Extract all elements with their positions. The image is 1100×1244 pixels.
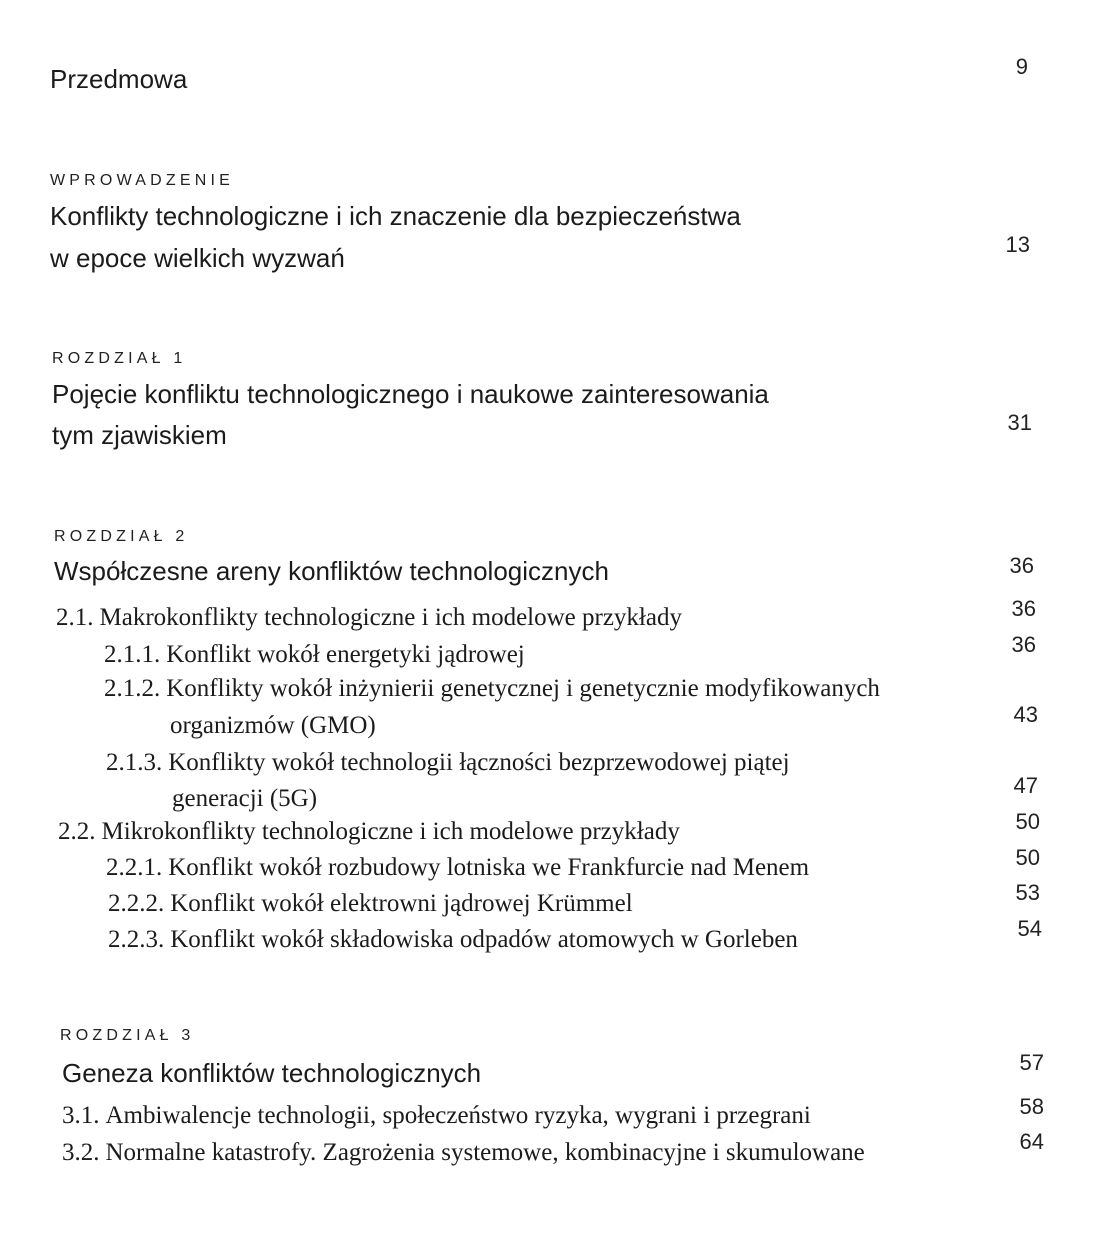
- toc-entry-2-2-2: [108, 886, 633, 922]
- toc-entry-2-2-3: [108, 922, 798, 958]
- intro-label: WPROWADZENIE: [50, 172, 235, 189]
- entry-number: 2.2.2.: [108, 890, 165, 917]
- entry-number: 2.2.3.: [108, 926, 165, 953]
- entry-3-2-page-number: 64: [1019, 1129, 1044, 1154]
- entry-text: Konflikty wokół technologii łączności bezprzewodowej piątej: [168, 749, 790, 776]
- toc-entry-2-1-1: [104, 637, 525, 673]
- entry-2-1-page-number: 36: [1011, 596, 1036, 621]
- intro-title-line1: Konflikty technologiczne i ich znaczenie dla bezpieczeństwa: [50, 201, 741, 231]
- entry-text: Makrokonflikty technologiczne i ich modelowe przykłady: [99, 604, 682, 631]
- intro-title-line2: w epoce wielkich wyzwań: [50, 243, 345, 273]
- entry-2-2-2-page-number: 53: [1015, 880, 1040, 905]
- chapter3-page-number: 57: [1019, 1050, 1044, 1075]
- toc-entry-2-1-2: [104, 671, 880, 707]
- toc-entry-2-2: [58, 814, 680, 850]
- toc-entry-3-1: [62, 1098, 811, 1134]
- entry-2-2-page-number: 50: [1015, 809, 1040, 834]
- preface-title: Przedmowa: [50, 64, 188, 94]
- chapter2-label: ROZDZIAŁ 2: [54, 528, 189, 545]
- chapter3-label: ROZDZIAŁ 3: [60, 1027, 195, 1044]
- entry-number: 2.2.: [58, 818, 96, 845]
- toc-entry-2-2-1: [106, 850, 809, 886]
- entry-text: Mikrokonflikty technologiczne i ich modelowe przykłady: [101, 818, 680, 845]
- entry-text: Normalne katastrofy. Zagrożenia systemowe, kombinacyjne i skumulowane: [105, 1139, 865, 1166]
- toc-entry-2-1-3: [106, 745, 790, 781]
- chapter2-title: Współczesne areny konfliktów technologicznych: [54, 556, 609, 586]
- entry-text: Konflikty wokół inżynierii genetycznej i genetycznie modyfikowanych: [166, 675, 880, 702]
- entry-text: Ambiwalencje technologii, społeczeństwo ryzyka, wygrani i przegrani: [105, 1102, 811, 1129]
- chapter3-title: Geneza konfliktów technologicznych: [62, 1058, 482, 1088]
- toc-entry-3-2: [62, 1135, 865, 1171]
- entry-number: 2.1.1.: [104, 641, 161, 668]
- entry-2-1-1-page-number: 36: [1011, 632, 1036, 657]
- chapter1-title-line2: tym zjawiskiem: [52, 420, 227, 450]
- entry-2-2-3-page-number: 54: [1017, 916, 1042, 941]
- entry-3-1-page-number: 58: [1019, 1094, 1044, 1119]
- entry-text: Konflikt wokół energetyki jądrowej: [166, 641, 525, 668]
- entry-text: Konflikt wokół elektrowni jądrowej Krümmel: [170, 890, 633, 917]
- entry-text: Konflikt wokół rozbudowy lotniska we Frankfurcie nad Menem: [168, 854, 810, 881]
- chapter1-title-line1: Pojęcie konfliktu technologicznego i naukowe zainteresowania: [52, 379, 769, 409]
- entry-number: 2.1.2.: [104, 675, 161, 702]
- entry-number: 3.1.: [62, 1102, 100, 1129]
- entry-2-2-1-page-number: 50: [1015, 845, 1040, 870]
- chapter1-page-number: 31: [1007, 410, 1032, 435]
- entry-number: 2.1.: [56, 604, 94, 631]
- chapter2-page-number: 36: [1009, 553, 1034, 578]
- entry-2-1-2-page-number: 43: [1013, 702, 1038, 727]
- toc-entry-2-1: [56, 600, 682, 636]
- chapter1-label: ROZDZIAŁ 1: [52, 350, 187, 367]
- entry-number: 3.2.: [62, 1139, 100, 1166]
- entry-number: 2.1.3.: [106, 749, 163, 776]
- preface-page-number: 9: [1015, 54, 1028, 79]
- toc-entry-2-1-2-continuation: organizmów (GMO): [170, 712, 376, 739]
- entry-2-1-3-page-number: 47: [1013, 773, 1038, 798]
- entry-text: Konflikt wokół składowiska odpadów atomowych w Gorleben: [170, 926, 798, 953]
- toc-entry-2-1-3-continuation: generacji (5G): [172, 785, 318, 812]
- intro-page-number: 13: [1005, 232, 1030, 257]
- entry-number: 2.2.1.: [106, 854, 163, 881]
